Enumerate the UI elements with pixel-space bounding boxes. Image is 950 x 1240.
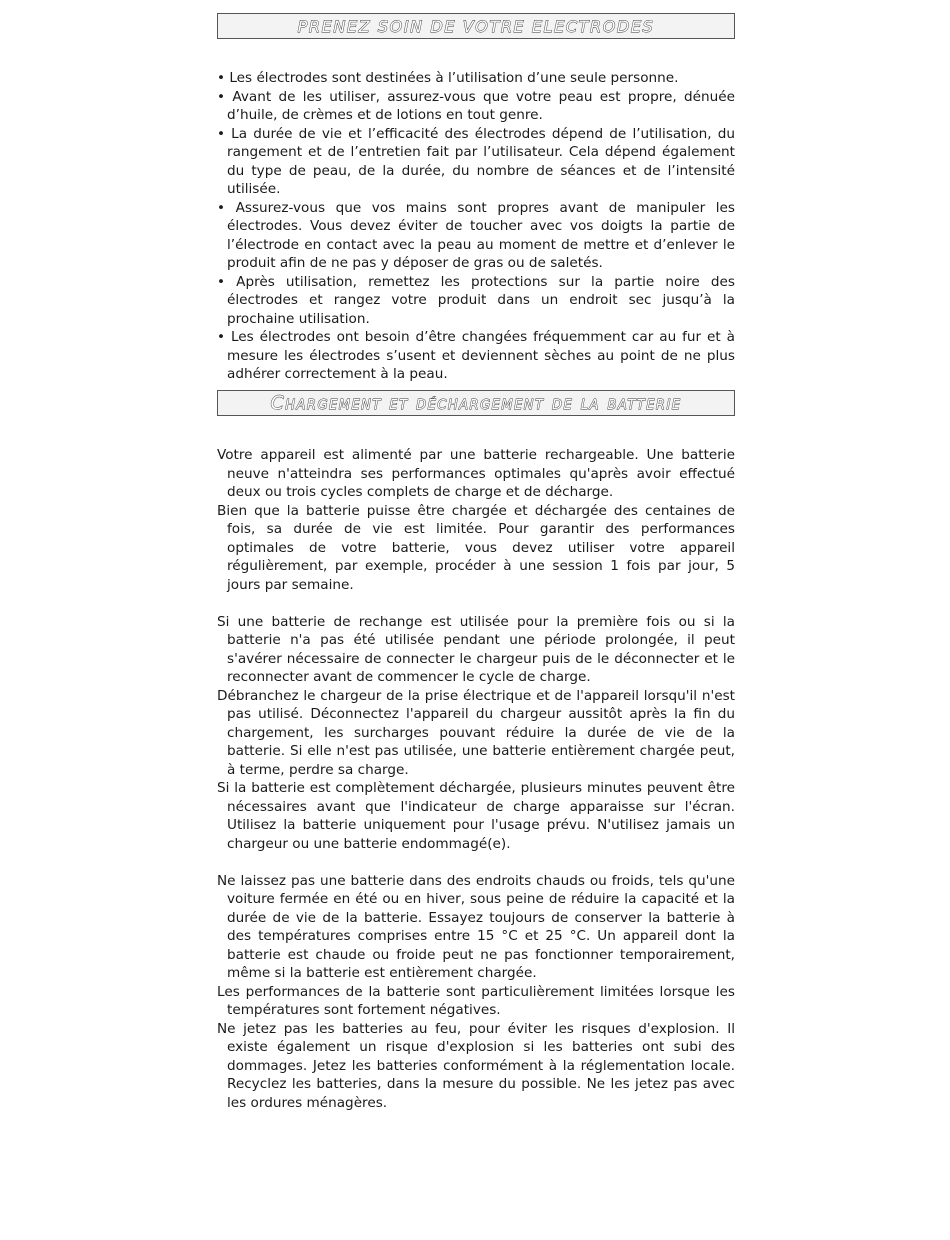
section-header-electrodes [217, 13, 735, 39]
section-title-electrodes: PRENEZ SOIN DE VOTRE ELECTRODES [297, 16, 655, 36]
paragraph: Si une batterie de rechange est utilisée pour la première fois ou si la batterie n'a pas été utilisée pendant une période prolongée, il peut s'avérer nécessaire de connecter le chargeur puis de le déconnecter et le reconnecter avant de commencer le cycle de charge. [217, 613, 735, 685]
paragraph: Les performances de la batterie sont particulièrement limitées lorsque les températures sont fortement négatives. [217, 983, 735, 1018]
bullet-item: • Après utilisation, remettez les protections sur la partie noire des électrodes et rangez votre produit dans un endroit sec jusqu’à la prochaine utilisation. [217, 273, 735, 327]
paragraph: Votre appareil est alimenté par une batterie rechargeable. Une batterie neuve n'atteindra ses performances optimales qu'après avoir effectué deux ou trois cycles complets de charge et de décharge. [217, 447, 735, 500]
battery-text [217, 446, 735, 1112]
bullet-item: • La durée de vie et l’efficacité des électrodes dépend de l’utilisation, du rangement et de l’entretien fait par l’utilisateur. Cela dépend également du type de peau, de la durée, du nombre de séances et de l’intensité utilisée. [217, 125, 735, 197]
paragraph: Débranchez le chargeur de la prise électrique et de l'appareil lorsqu'il n'est pas utilisé. Déconnectez l'appareil du chargeur aussitôt après la fin du chargement, les surcharges pouvant réduire la durée de vie de la batterie. Si elle n'est pas utilisée, une batterie entièrement chargée peut, à terme, perdre sa charge. [217, 687, 735, 778]
bullet-item: • Avant de les utiliser, assurez-vous que votre peau est propre, dénuée d’huile, de crèmes et de lotions en tout genre. [217, 88, 735, 123]
paragraph: Si la batterie est complètement déchargée, plusieurs minutes peuvent être nécessaires avant que l'indicateur de charge apparaisse sur l'écran. Utilisez la batterie uniquement pour l'usage prévu. N'utilisez jamais un chargeur ou une batterie endommagé(e). [217, 780, 735, 852]
electrodes-bullet-list [217, 69, 735, 384]
paragraph: Bien que la batterie puisse être chargée et déchargée des centaines de fois, sa durée de vie est limitée. Pour garantir des performances optimales de votre batterie, vous devez utiliser votre appareil régulièrement, par exemple, procéder à une session 1 fois par jour, 5 jours par semaine. [217, 502, 735, 593]
bullet-item: • Assurez-vous que vos mains sont propres avant de manipuler les électrodes. Vous devez éviter de toucher avec vos doigts la partie de l’électrode en contact avec la peau au moment de mettre et d’enlever le produit afin de ne pas y déposer de gras ou de saletés. [217, 199, 735, 271]
paragraph: Ne laissez pas une batterie dans des endroits chauds ou froids, tels qu'une voiture fermée en été ou en hiver, sous peine de réduire la capacité et la durée de vie de la batterie. Essayez toujours de conserver la batterie à des températures comprises entre 15 °C et 25 °C. Un appareil dont la batterie est chaude ou froide peut ne pas fonctionner temporairement, même si la batterie est entièrement chargée. [217, 872, 735, 981]
section-header-battery [217, 390, 735, 416]
bullet-item: • Les électrodes ont besoin d’être changées fréquemment car au fur et à mesure les électrodes s’usent et deviennent sèches au point de ne plus adhérer correctement à la peau. [217, 329, 735, 382]
bullet-item: • Les électrodes sont destinées à l’utilisation d’une seule personne. [217, 70, 679, 86]
paragraph: Ne jetez pas les batteries au feu, pour éviter les risques d'explosion. Il existe également un risque d'explosion si les batteries ont subi des dommages. Jetez les batteries conformément à la réglementation locale. Recyclez les batteries, dans la mesure du possible. Ne les jetez pas avec les ordures ménagères. [217, 1020, 735, 1111]
section-title-battery: Chargement et déchargement de la batterie [270, 392, 682, 414]
